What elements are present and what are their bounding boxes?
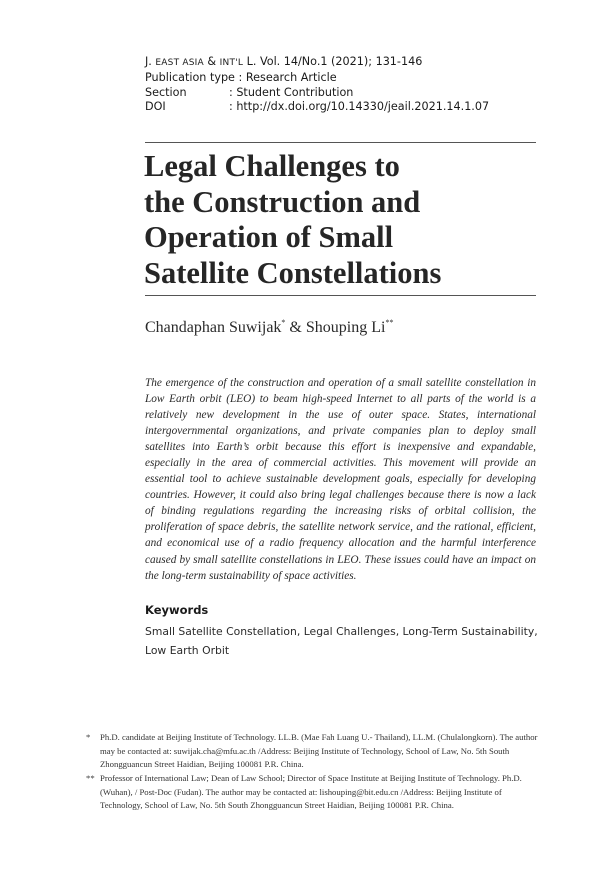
doi-value: : http://dx.doi.org/10.14330/jeail.2021.14.1.07 bbox=[229, 100, 490, 114]
journal-name-smallcaps: EAST ASIA bbox=[155, 58, 204, 68]
abstract: The emergence of the construction and operation of a small satellite constellation in Low Earth orbit (LEO) to beam high-speed Internet to all parts of the world is a relatively new development in the use of outer space. States, international intergovernmental organizations, and private companies plan to deploy small satellites into Earth’s orbit because this effort is inexpensive and expandable, especially in the area of commercial activities. This movement will provide an essential tool to achieve sustainable development goals, especially for developing countries. However, it could also bring legal challenges because there is now a lack of binding regulations regarding the increasing risks of orbital collision, the proliferation of space debris, the satellite network service, and the rational, efficient, and economical use of a radio frequency allocation and the harmful interference caused by small satellite constellations in LEO. These issues could have an impact on the long-term sustainability of space activities. bbox=[145, 377, 536, 582]
author-name-1: Chandaphan Suwijak bbox=[145, 319, 282, 336]
title-line-1: Legal Challenges to bbox=[144, 149, 400, 183]
footnote bbox=[86, 772, 538, 813]
journal-ampersand: & bbox=[203, 55, 220, 68]
author-1-footnote-mark: * bbox=[281, 318, 286, 327]
footnote bbox=[86, 731, 538, 772]
journal-citation bbox=[145, 55, 489, 71]
keywords-heading: Keywords bbox=[145, 603, 209, 617]
doi-label: DOI bbox=[145, 100, 166, 114]
article-metadata bbox=[145, 55, 489, 115]
article-title bbox=[144, 149, 539, 291]
journal-volume: L. Vol. 14/No.1 (2021); 131-146 bbox=[243, 55, 423, 68]
title-top-rule bbox=[145, 142, 536, 143]
keywords-list bbox=[145, 623, 545, 660]
publication-type-row bbox=[145, 71, 489, 86]
author-2-footnote-mark: ** bbox=[385, 318, 394, 327]
footnote-text: Professor of International Law; Dean of Law School; Director of Space Institute at Beijing Institute of Technology. Ph.D. (Wuhan), / Post-Doc (Fudan). The author may be contacted at: lishouping@bit.edu.cn /Address: Beijing Institute of Technology, School of Law, No. 5th South Zhongguancun Street Haidian, Beijing 100081 P.R. China. bbox=[100, 773, 522, 811]
author-separator: & bbox=[285, 319, 306, 336]
title-line-2: the Construction and bbox=[144, 184, 421, 219]
footnote-text: Ph.D. candidate at Beijing Institute of Technology. LL.B. (Mae Fah Luang U.- Thailand), LL.M. (Chulalongkorn). The author may be contacted at: suwijak.cha@mfu.ac.th /Address: Beijing Institute of Technology, School of Law, No. 5th South Zhongguancun Street Haidian, Beijing 100081 P.R. China. bbox=[100, 732, 538, 770]
section-value: : Student Contribution bbox=[229, 85, 354, 99]
title-bottom-rule bbox=[145, 295, 536, 296]
section-label: Section bbox=[145, 85, 187, 99]
author-line bbox=[145, 318, 393, 337]
publication-type-value: : Research Article bbox=[238, 70, 337, 84]
section-row bbox=[145, 86, 489, 101]
author-name-2: Shouping Li bbox=[305, 319, 386, 336]
journal-intl-smallcaps: INT'L bbox=[219, 58, 244, 68]
doi-row bbox=[145, 100, 489, 115]
publication-type-label: Publication type bbox=[145, 70, 235, 84]
keywords-line-2: Low Earth Orbit bbox=[145, 643, 230, 657]
footnote-mark: ** bbox=[86, 773, 95, 783]
keywords-line-1: Small Satellite Constellation, Legal Challenges, Long-Term Sustainability, bbox=[145, 625, 538, 638]
title-line-3: Operation of Small bbox=[144, 220, 394, 254]
journal-prefix: J. bbox=[145, 55, 156, 68]
footnote-mark: * bbox=[86, 732, 91, 742]
title-line-4: Satellite Constellations bbox=[144, 255, 442, 290]
